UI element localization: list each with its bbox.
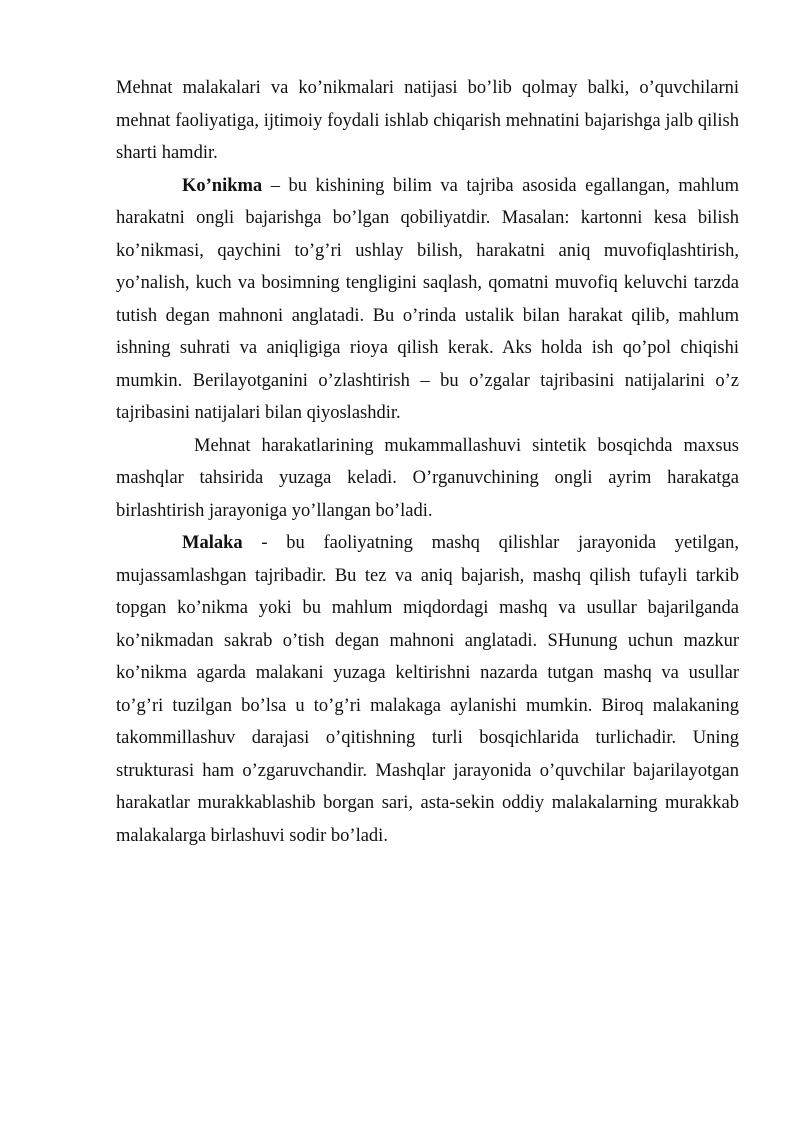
paragraph-harakat bbox=[116, 430, 739, 528]
term-konikma: Ko’nikma bbox=[182, 175, 263, 196]
paragraph-harakat-text: Mehnat harakatlarining mukammallashuvi sintetik bosqichda maxsus mashqlar tahsirida yuzaga keladi. O’rganuvchining ongli ayrim harakatga birlashtirish jarayoniga yo’llangan bo’ladi. bbox=[116, 435, 739, 521]
paragraph-konikma-text: – bu kishining bilim va tajriba asosida egallangan, mahlum harakatni ongli bajarishga bo’lgan qobiliyatdir. Masalan: kartonni kesa bilish ko’nikmasi, qaychini to’g’ri ushlay bilish, harakatni aniq muvofiqlashtirish, yo’nalish, kuch va bosimning tengligini saqlash, qomatni muvofiq keluvchi tarzda tutish degan mahnoni anglatadi. Bu o’rinda ustalik bilan harakat qilib, mahlum ishning suhrati va aniqligiga rioya qilish kerak. Aks holda ish qo’pol chiqishi mumkin. Berilayotganini o’zlashtirish – bu o’zgalar tajribasini natijalarini o’z tajribasini natijalari bilan qiyoslashdir. bbox=[116, 175, 739, 423]
paragraph-malaka-text: - bu faoliyatning mashq qilishlar jarayonida yetilgan, mujassamlashgan tajribadir. Bu tez va aniq bajarish, mashq qilish tufayli tarkib topgan ko’nikma yoki bu mahlum miqdordagi mashq va usullar bajarilganda ko’nikmadan sakrab o’tish degan mahnoni anglatadi. SHunung uchun mazkur ko’nikma agarda malakani yuzaga keltirishni nazarda tutgan mashq va usullar to’g’ri tuzilgan bo’lsa u to’g’ri malakaga aylanishi mumkin. Biroq malakaning takommillashuv darajasi o’qitishning turli bosqichlarida turlichadir. Uning strukturasi ham o’zgaruvchandir. Mashqlar jarayonida o’quvchilar bajarilayotgan harakatlar murakkablashib borgan sari, asta-sekin oddiy malakalarning murakkab malakalarga birlashuvi sodir bo’ladi. bbox=[116, 533, 739, 846]
paragraph-konikma bbox=[116, 170, 739, 430]
term-malaka: Malaka bbox=[182, 533, 243, 553]
paragraph-intro bbox=[116, 72, 739, 170]
document-page bbox=[116, 72, 739, 852]
paragraph-malaka bbox=[116, 527, 739, 852]
paragraph-intro-text: Mehnat malakalari va ko’nikmalari natijasi bo’lib qolmay balki, o’quvchilarni mehnat faoliyatiga, ijtimoiy foydali ishlab chiqarish mehnatini bajarishga jalb qilish sharti hamdir. bbox=[116, 78, 739, 163]
